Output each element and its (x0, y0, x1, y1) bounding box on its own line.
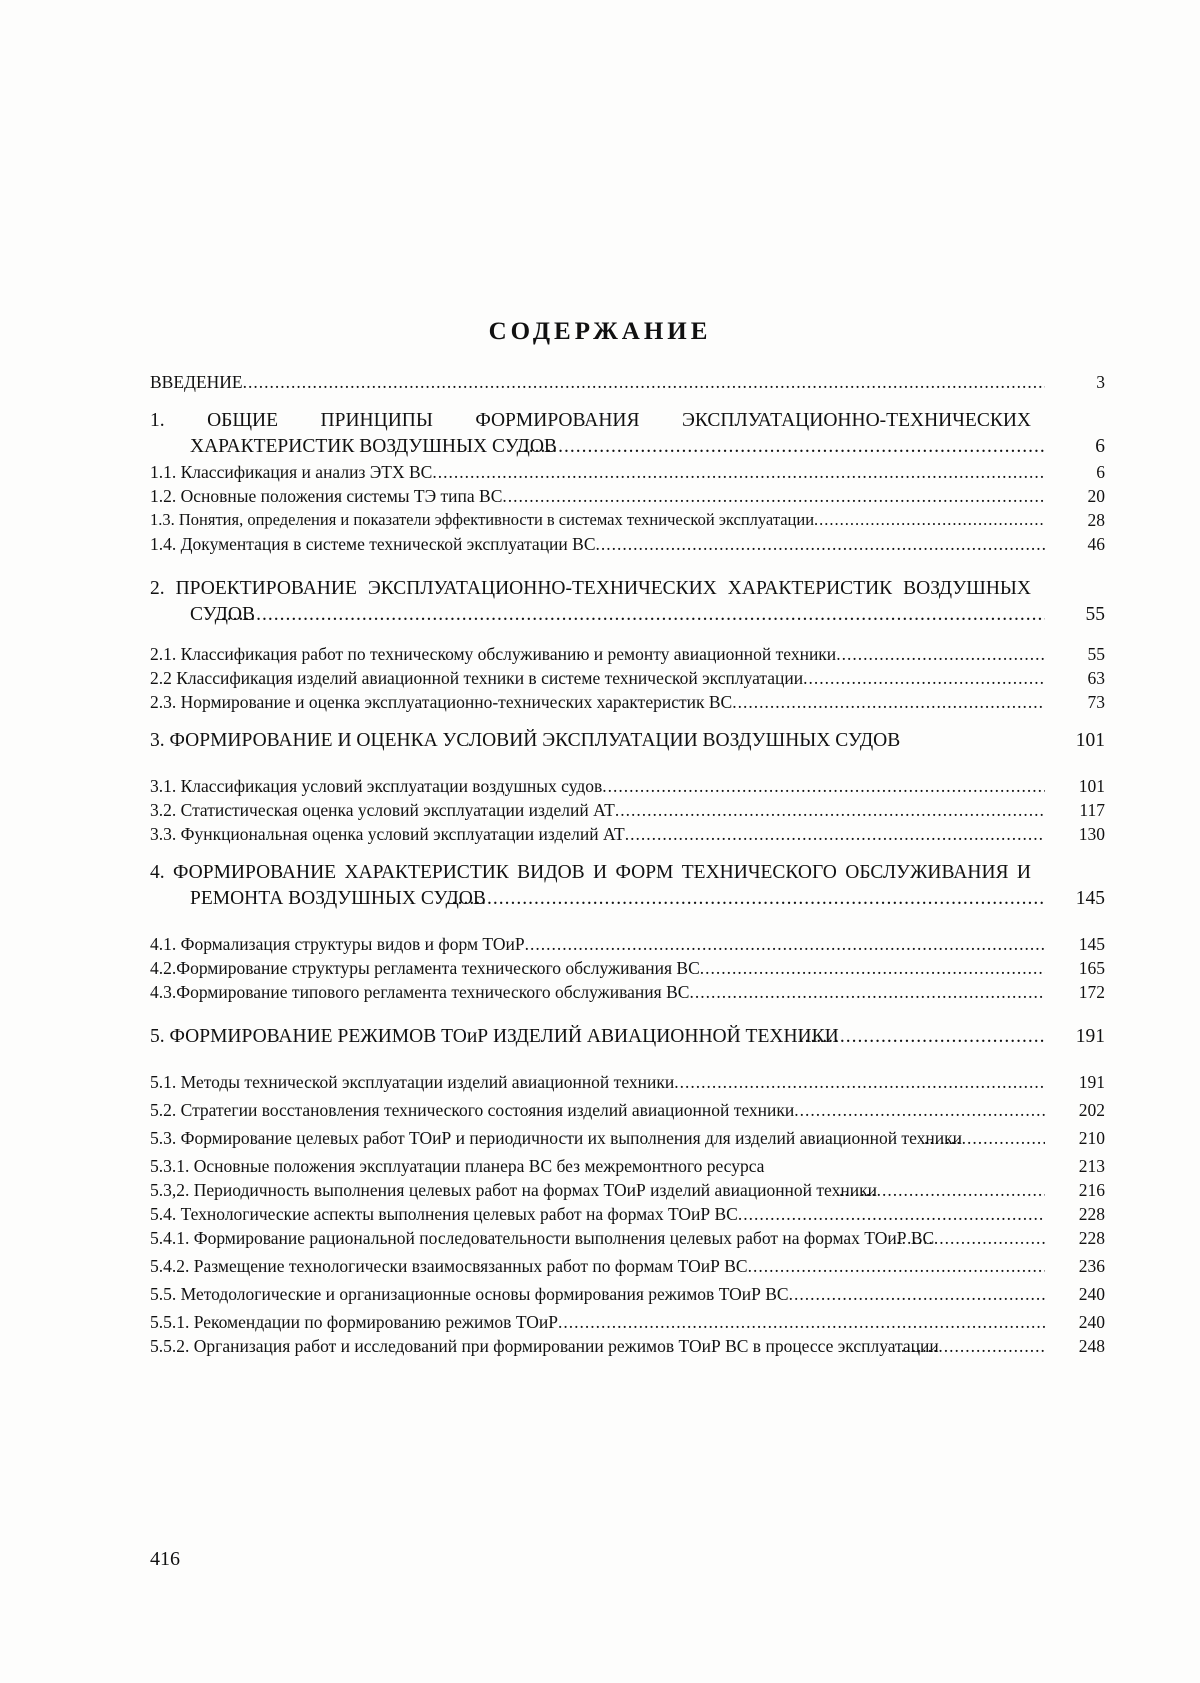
toc-entry-text: 5.3,2. Периодичность выполнения целевых работ на формах ТОиР изделий авиационной техники ..... (150, 1178, 1045, 1202)
toc-entry-text: 5.3.1. Основные положения эксплуатации планера ВС без межремонтного ресурса (150, 1156, 765, 1176)
toc-entry-page: 202 (1078, 1100, 1105, 1120)
toc-entry-page: 210 (1078, 1128, 1105, 1148)
toc-entry-page: 28 (1087, 510, 1105, 530)
toc-entry (150, 932, 1105, 956)
toc-entry (150, 1070, 1105, 1094)
toc-entry-text: 3.1. Классификация условий эксплуатации воздушных судов ..... (150, 774, 1045, 798)
toc-entry-page: 216 (1078, 1180, 1105, 1200)
toc-chapter-entry (150, 728, 1105, 754)
toc-entry-text: 5.1. Методы технической эксплуатации изделий авиационной техники ..... (150, 1070, 1045, 1094)
toc-entry (150, 460, 1105, 484)
toc-entry (150, 1310, 1105, 1334)
toc-entry (150, 798, 1105, 822)
toc-chapter-entry (150, 408, 1105, 460)
toc-entry-text: 1.1. Классификация и анализ ЭТХ ВС ..... (150, 460, 1045, 484)
toc-entry-page: 191 (1075, 1026, 1105, 1047)
toc-entry-page: 145 (1075, 888, 1105, 909)
toc-entry-text: 5.2. Стратегии восстановления технического состояния изделий авиационной техники ..... (150, 1098, 1045, 1122)
toc-entry-text: 1. ОБЩИЕ ПРИНЦИПЫ ФОРМИРОВАНИЯ ЭКСПЛУАТАЦИОННО-ТЕХНИЧЕСКИХ ХАРАКТЕРИСТИК ВОЗДУШНЫХ СУДОВ ..... (150, 408, 1045, 460)
toc-entry-page: 228 (1078, 1204, 1105, 1224)
toc-entry-page: 228 (1078, 1228, 1105, 1248)
toc-entry (150, 508, 1105, 532)
toc-entry (150, 1334, 1105, 1358)
toc-entry-page: 191 (1078, 1072, 1105, 1092)
table-of-contents (150, 370, 1105, 1358)
toc-entry (150, 642, 1105, 666)
toc-entry-text: 1.3. Понятия, определения и показатели эффективности в системах технической эксплуатации ..... (150, 508, 1045, 532)
toc-entry-page: 55 (1085, 604, 1105, 625)
toc-entry-text: 5.4.1. Формирование рациональной последовательности выполнения целевых работ на формах ТОиР ВС ..... (150, 1226, 1045, 1250)
toc-entry (150, 370, 1105, 394)
toc-entry (150, 1254, 1105, 1278)
toc-entry-page: 236 (1078, 1256, 1105, 1276)
toc-entry (150, 1098, 1105, 1122)
toc-entry-text: 2.1. Классификация работ по техническому обслуживанию и ремонту авиационной техники ..... (150, 642, 1045, 666)
page-title: СОДЕРЖАНИЕ (488, 318, 712, 345)
toc-entry-page: 145 (1078, 934, 1105, 954)
toc-entry-page: 130 (1078, 824, 1105, 844)
toc-entry-text: 2.3. Нормирование и оценка эксплуатационно-технических характеристик ВС ..... (150, 690, 1045, 714)
toc-entry (150, 1202, 1105, 1226)
toc-entry (150, 822, 1105, 846)
toc-entry-text: 5.5.2. Организация работ и исследований при формировании режимов ТОиР ВС в процессе эксплуатации ..... (150, 1334, 1045, 1358)
toc-entry-text: 5. ФОРМИРОВАНИЕ РЕЖИМОВ ТОиР ИЗДЕЛИЙ АВИАЦИОННОЙ ТЕХНИКИ ..... (150, 1024, 1045, 1050)
toc-entry-text: 3. ФОРМИРОВАНИЕ И ОЦЕНКА УСЛОВИЙ ЭКСПЛУАТАЦИИ ВОЗДУШНЫХ СУДОВ (150, 730, 901, 751)
toc-entry (150, 1154, 1105, 1178)
toc-entry-page: 73 (1087, 692, 1105, 712)
toc-entry-page: 3 (1096, 372, 1105, 392)
toc-entry-page: 6 (1096, 462, 1105, 482)
toc-entry-page: 240 (1078, 1312, 1105, 1332)
toc-entry-page: 46 (1087, 534, 1105, 554)
toc-entry-text: 5.3. Формирование целевых работ ТОиР и периодичности их выполнения для изделий авиационной техники ..... (150, 1126, 1045, 1150)
toc-entry (150, 1282, 1105, 1306)
toc-entry (150, 1178, 1105, 1202)
toc-entry-text: 5.4.2. Размещение технологически взаимосвязанных работ по формам ТОиР ВС ..... (150, 1254, 1045, 1278)
toc-entry-page: 165 (1078, 958, 1105, 978)
toc-entry-page: 117 (1079, 800, 1105, 820)
toc-entry (150, 1126, 1105, 1150)
toc-chapter-entry (150, 860, 1105, 912)
toc-entry-page: 101 (1075, 730, 1105, 751)
toc-entry-page: 172 (1078, 982, 1105, 1002)
toc-entry-text: 2. ПРОЕКТИРОВАНИЕ ЭКСПЛУАТАЦИОННО-ТЕХНИЧЕСКИХ ХАРАКТЕРИСТИК ВОЗДУШНЫХ СУДОВ ..... (150, 576, 1045, 628)
toc-entry (150, 532, 1105, 556)
toc-entry-page: 248 (1078, 1336, 1105, 1356)
toc-entry-page: 20 (1087, 486, 1105, 506)
toc-entry-page: 63 (1087, 668, 1105, 688)
toc-entry-text: 2.2 Классификация изделий авиационной техники в системе технической эксплуатации ..... (150, 666, 1045, 690)
toc-entry-text: 5.5.1. Рекомендации по формированию режимов ТОиР ..... (150, 1310, 1045, 1334)
toc-entry (150, 980, 1105, 1004)
toc-entry (150, 1226, 1105, 1250)
toc-entry-page: 6 (1095, 436, 1105, 457)
toc-entry-page: 213 (1078, 1156, 1105, 1176)
toc-entry-text: 3.2. Статистическая оценка условий эксплуатации изделий АТ ..... (150, 798, 1045, 822)
toc-entry-text: 5.5. Методологические и организационные основы формирования режимов ТОиР ВС ..... (150, 1282, 1045, 1306)
toc-entry (150, 484, 1105, 508)
toc-entry (150, 774, 1105, 798)
toc-chapter-entry (150, 1024, 1105, 1050)
toc-entry-page: 55 (1087, 644, 1105, 664)
toc-entry-text: 3.3. Функциональная оценка условий эксплуатации изделий АТ ..... (150, 822, 1045, 846)
toc-entry-text: ВВЕДЕНИЕ ..... (150, 370, 1045, 394)
toc-entry (150, 956, 1105, 980)
toc-entry-text: 1.2. Основные положения системы ТЭ типа ВС ..... (150, 484, 1045, 508)
toc-entry (150, 690, 1105, 714)
toc-entry-text: 4.1. Формализация структуры видов и форм ТОиР ..... (150, 932, 1045, 956)
toc-entry-text: 4.3.Формирование типового регламента технического обслуживания ВС ..... (150, 980, 1045, 1004)
toc-entry-page: 240 (1078, 1284, 1105, 1304)
toc-entry-text: 4. ФОРМИРОВАНИЕ ХАРАКТЕРИСТИК ВИДОВ И ФОРМ ТЕХНИЧЕСКОГО ОБСЛУЖИВАНИЯ И РЕМОНТА ВОЗДУШНЫХ СУДОВ ..... (150, 860, 1045, 912)
toc-entry-text: 5.4. Технологические аспекты выполнения целевых работ на формах ТОиР ВС ..... (150, 1202, 1045, 1226)
toc-entry-text: 1.4. Документация в системе технической эксплуатации ВС ..... (150, 532, 1045, 556)
toc-entry-text: 4.2.Формирование структуры регламента технического обслуживания ВС ..... (150, 956, 1045, 980)
toc-entry-page: 101 (1078, 776, 1105, 796)
toc-chapter-entry (150, 576, 1105, 628)
page-number: 416 (150, 1548, 180, 1570)
toc-entry (150, 666, 1105, 690)
